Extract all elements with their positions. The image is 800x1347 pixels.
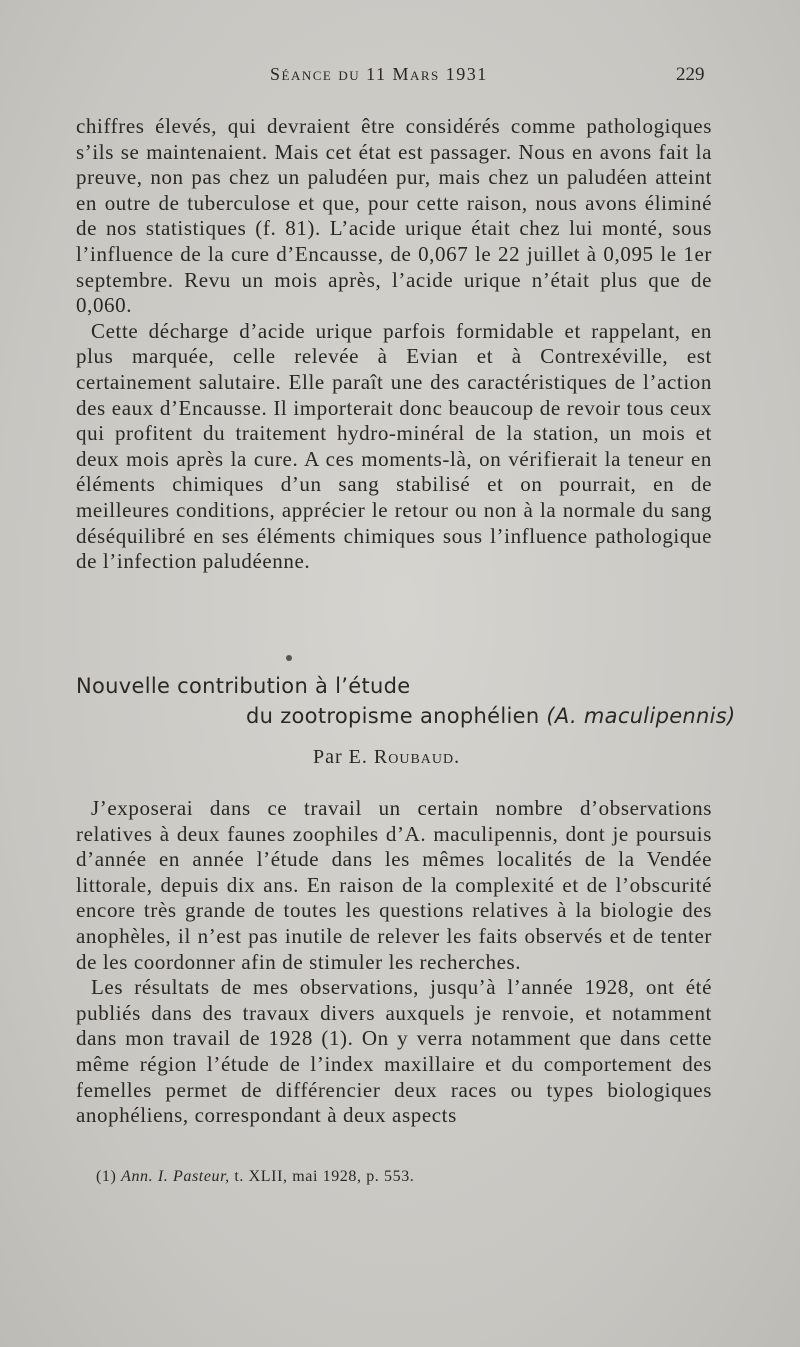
paragraph: chiffres élevés, qui devraient être considérés comme pathologiques s’ils se maintenaient. Mais cet état est passager. Nous en avons fait la preuve, non pas chez un paludéen pur, mais chez un paludéen atteint en outre de tuberculose et que, pour cette raison, nous avons éliminé de nos statistiques (f. 81). L’acide urique était chez lui monté, sous l’influence de la cure d’Encausse, de 0,067 le 22 juillet à 0,095 le 1er septembre. Revu un mois après, l’acide urique n’était plus que de 0,060. bbox=[76, 114, 712, 318]
article-author bbox=[313, 746, 460, 769]
footnote-mark: (1) bbox=[96, 1168, 117, 1185]
footnote-rest: t. XLII, mai 1928, p. 553. bbox=[234, 1168, 415, 1185]
page-number: 229 bbox=[676, 64, 705, 85]
running-header bbox=[0, 64, 800, 94]
author-prefix: Par E. bbox=[313, 746, 368, 768]
article-title-line1: Nouvelle contribution à l’étude bbox=[76, 674, 411, 698]
footnote bbox=[96, 1168, 414, 1186]
author-name: Roubaud. bbox=[373, 746, 461, 768]
paragraph: Les résultats de mes observations, jusqu’à l’année 1928, ont été publiés dans des travaux divers auxquels je renvoie, et notamment dans mon travail de 1928 (1). On y verra notamment que dans cette même région l’étude de l’index maxillaire et du comportement des femelles permet de différencier deux races ou types biologiques anophéliens, correspondant à deux aspects bbox=[76, 975, 712, 1128]
separator-dot bbox=[286, 655, 292, 661]
article-title-text: du zootropisme anophélien bbox=[246, 704, 540, 728]
article-title-species: (A. maculipennis) bbox=[546, 704, 736, 728]
running-title: Séance du 11 Mars 1931 bbox=[270, 64, 488, 84]
paragraph: J’exposerai dans ce travail un certain nombre d’observations relatives à deux faunes zoophiles d’A. maculipennis, dont je poursuis d’année en année l’étude dans les mêmes localités de la Vendée littorale, depuis dix ans. En raison de la complexité et de l’obscurité encore très grande de toutes les questions relatives à la biologie des anophèles, il n’est pas inutile de relever les faits observés et de tenter de les coordonner afin de stimuler les recherches. bbox=[76, 796, 712, 974]
paragraph: Cette décharge d’acide urique parfois formidable et rappelant, en plus marquée, celle relevée à Evian et à Contrexéville, est certainement salutaire. Elle paraît une des caractéristiques de l’action des eaux d’Encausse. Il importerait donc beaucoup de revoir tous ceux qui profitent du traitement hydro-minéral de la station, un mois et deux mois après la cure. A ces moments-là, on vérifierait la teneur en éléments chimiques d’un sang stabilisé et on pourrait, en de meilleures conditions, apprécier le retour ou non à la normale du sang déséquilibré en ses éléments chimiques sous l’influence pathologique de l’infection paludéenne. bbox=[76, 318, 712, 574]
continued-text-block bbox=[76, 114, 712, 575]
article-text-block bbox=[76, 796, 712, 1129]
article-title-line2 bbox=[246, 704, 736, 728]
footnote-source: Ann. I. Pasteur, bbox=[121, 1168, 230, 1185]
